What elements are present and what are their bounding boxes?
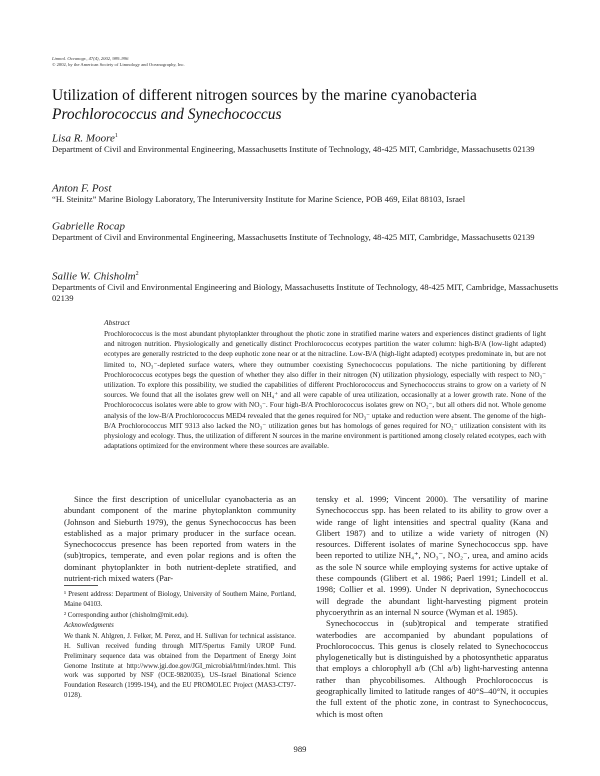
author-affiliation: Departments of Civil and Environmental Engineering and Biology, Massachusetts Institute of Technology, 48-425 MIT, Cambridge, Massachusetts 02139 <box>52 282 559 304</box>
copyright-line: © 2002, by the American Society of Limnology and Oceanography, Inc. <box>52 62 185 67</box>
footnotes <box>64 590 296 702</box>
body-column-left <box>64 494 296 584</box>
footnote-rule <box>64 585 98 586</box>
acknowledgments-heading: Acknowledgments <box>64 622 114 630</box>
author-name: Gabrielle Rocap <box>52 220 126 233</box>
title-line-2: Prochlorococcus and Synechococcus <box>52 106 282 123</box>
body-paragraph: tensky et al. 1999; Vincent 2000). The versatility of marine Synechococcus spp. has been related to its ability to grow over a wide range of light intensities and spectral quality (Kana and Glibert 1987) and to utilize a wide variety of nitrogen (N) resources. Different isolates of marine Synechococcus spp. have been reported to utilize NH₄⁺, NO₃⁻, NO₂⁻, urea, and amino acids as the sole N source while employing systems for active uptake of these compounds (Glibert et al. 1986; Paerl 1991; Lindell et al. 1998; Collier et al. 1999). Under N deprivation, Synechococcus will degrade the abundant light-harvesting pigment protein phycoerythrin as an internal N source (Wyman et al. 1985). <box>316 494 548 617</box>
body-paragraph: Synechococcus in (sub)tropical and temperate stratified waterbodies are accompanied by abundant populations of Prochlorococcus. This genus is closely related to Synechococcus phylogenetically but is distinguished by a photosynthetic apparatus that employs a chlorophyll a/b (Chl a/b) light-harvesting antenna rather than phycobilisomes. Although Prochlorococcus is geographically limited to latitude ranges of 40°S–40°N, it occupies the full extent of the photic zone, in contrast to Synechococcus, which is most often <box>316 618 548 719</box>
author-affiliation: “H. Steinitz” Marine Biology Laboratory, The Interuniversity Institute for Marine Science, POB 469, Eilat 88103, Israel <box>52 194 466 204</box>
author-name: Lisa R. Moore$^1$ <box>52 132 118 145</box>
paper-title <box>52 86 552 124</box>
footnote-2: ² Corresponding author (chisholm@mit.edu). <box>64 611 189 619</box>
page-number: 989 <box>293 744 307 754</box>
body-column-right <box>316 494 548 720</box>
acknowledgments-text: We thank N. Ahlgren, J. Felker, M. Perez, and H. Sullivan for technical assistance. H. Sullivan received funding through MIT/Spertus Family UROP Fund. Preliminary sequence data was obtained from the Department of Energy Joint Genome Institute at http://www.jgi.doe.gov/JGI_microbial/html/index.html. This work was supported by NSF (OCE-9820035), US–Israel Binational Science Foundation Research (1999-194), and the EU PROMOLEC Project (MAS3-CT97-0128). <box>64 633 296 699</box>
footnote-1: ¹ Present address: Department of Biology, University of Southern Maine, Portland, Maine 04103. <box>64 591 296 608</box>
abstract-heading: Abstract <box>104 318 130 327</box>
body-paragraph: Since the first description of unicellular cyanobacteria as an abundant component of the marine phytoplankton community (Johnson and Sieburth 1979), the genus Synechococcus has been established as a major primary producer in the surface ocean. Synechococcus presence has been reported from waters in the (sub)tropics, temperate, and even polar regions and is often the dominant phytoplankter in both nutrient-deplete stratified, and nutrient-rich mixed waters (Par- <box>64 494 296 584</box>
journal-citation-line: Limnol. Oceanogr., 47(4), 2002, 989–996 <box>52 56 129 61</box>
journal-citation <box>52 56 185 68</box>
author-name: Sallie W. Chisholm$^2$ <box>52 270 139 283</box>
title-line-1: Utilization of different nitrogen sources by the marine cyanobacteria <box>52 87 477 104</box>
author-name: Anton F. Post <box>52 182 112 195</box>
author-affiliation: Department of Civil and Environmental Engineering, Massachusetts Institute of Technology, 48-425 MIT, Cambridge, Massachusetts 02139 <box>52 144 535 154</box>
abstract-text: Prochlorococcus is the most abundant phytoplankter throughout the photic zone in stratified marine waters and experiences distinct gradients of light and nitrogen nutrition. Physiologically and genetically distinct Prochlorococcus ecotypes partition the water column: high-B/A (low-light adapted) ecotypes are generally restricted to the deep euphotic zone near or at the nitracline. Low-B/A (high-light adapted) ecotypes predominate in, but are not limited to, NO₃⁻-depleted surface waters, where they outnumber coexisting Synechococcus populations. The niche partitioning by different Prochlorococcus ecotypes begs the question of whether they also differ in their nitrogen (N) utilization physiology, especially with respect to NO₃⁻ utilization. To explore this possibility, we studied the capabilities of different Prochlorococcus and Synechococcus strains to grow on a variety of N sources. We found that all the isolates grew well on NH₄⁺ and all were capable of urea utilization, occasionally at a lower growth rate. None of the Prochlorococcus isolates were able to grow with NO₃⁻. Four high-B/A Prochlorococcus isolates grew on NO₂⁻, but all others did not. Whole genome analysis of the low-B/A Prochlorococcus MED4 revealed that the genes required for NO₃⁻ uptake and reduction were absent. The genome of the high-B/A Prochlorococcus MIT 9313 also lacked the NO₃⁻ utilization genes but has homologs of genes required for NO₂⁻ utilization consistent with its physiology and ecology. Thus, the utilization of different N sources in the marine environment is partitioned among closely related ecotypes, each with adaptations optimized for the environment where these sources are available. <box>104 329 546 451</box>
author-affiliation: Department of Civil and Environmental Engineering, Massachusetts Institute of Technology, 48-425 MIT, Cambridge, Massachusetts 02139 <box>52 232 535 242</box>
